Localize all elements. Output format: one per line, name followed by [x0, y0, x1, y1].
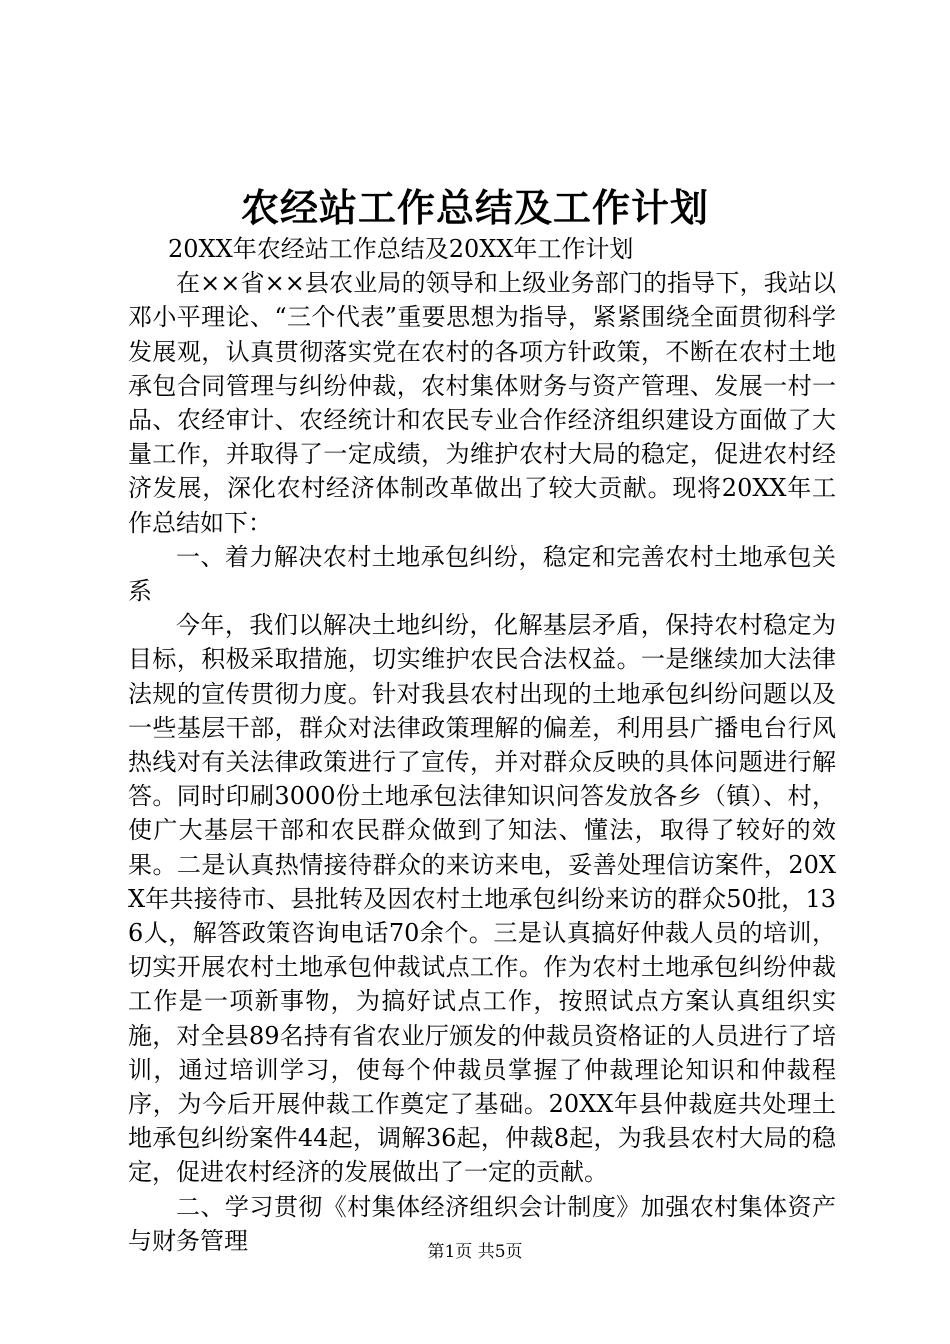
section-heading-1: 一、着力解决农村土地承包纠纷，稳定和完善农村土地承包关系: [128, 542, 836, 606]
section-body-1: 今年，我们以解决土地纠纷，化解基层矛盾，保持农村稳定为目标，积极采取措施，切实维护农民合法权益。一是继续加大法律法规的宣传贯彻力度。针对我县农村出现的土地承包纠纷问题以及一些基层干部，群众对法律政策理解的偏差，利用县广播电台行风热线对有关法律政策进行了宣传，并对群众反映的具体问题进行解答。同时印刷3000份土地承包法律知识问答发放各乡（镇）、村，使广大基层干部和农民群众做到了知法、懂法，取得了较好的效果。二是认真热情接待群众的来访来电，妥善处理信访案件，20XX年共接待市、县批转及因农村土地承包纠纷来访的群众50批，136人，解答政策咨询电话70余个。三是认真搞好仲裁人员的培训，切实开展农村土地承包仲裁试点工作。作为农村土地承包纠纷仲裁工作是一项新事物，为搞好试点工作，按照试点方案认真组织实施，对全县89名持有省农业厅颁发的仲裁员资格证的人员进行了培训，通过培训学习，使每个仲裁员掌握了仲裁理论知识和仲裁程序，为今后开展仲裁工作奠定了基础。20XX年县仲裁庭共处理土地承包纠纷案件44起，调解36起，仲裁8起，为我县农村大局的稳定，促进农村经济的发展做出了一定的贡献。: [128, 611, 836, 1187]
intro-paragraph: 在××省××县农业局的领导和上级业务部门的指导下，我站以邓小平理论、“三个代表”重要思想为指导，紧紧围绕全面贯彻科学发展观，认真贯彻落实党在农村的各项方针政策，不断在农村土地承包合同管理与纠纷仲裁，农村集体财务与资产管理、发展一村一品、农经审计、农经统计和农民专业合作经济组织建设方面做了大量工作，并取得了一定成绩，为维护农村大局的稳定，促进农村经济发展，深化农村经济体制改革做出了较大贡献。现将20XX年工作总结如下：: [128, 269, 836, 537]
document-title: 农经站工作总结及工作计划: [240, 185, 709, 230]
subtitle-paragraph: 20XX年农经站工作总结及20XX年工作计划: [168, 235, 634, 263]
page-footer: 第1页 共5页: [427, 1242, 523, 1262]
section-heading-2: 二、学习贯彻《村集体经济组织会计制度》加强农村集体资产与财务管理: [128, 1192, 836, 1255]
document-body: [128, 232, 836, 1258]
